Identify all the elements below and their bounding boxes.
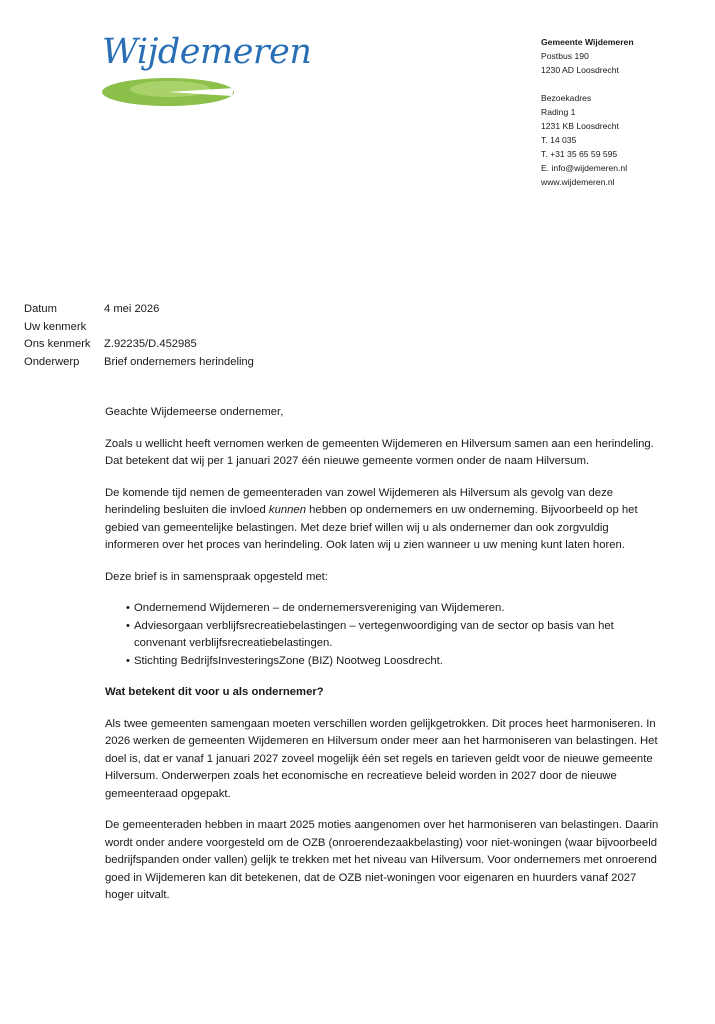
meta-label: Onderwerp (24, 355, 80, 368)
letter-body (105, 404, 665, 919)
section-heading: Wat betekent dit voor u als ondernemer? (105, 686, 324, 698)
paragraph-intro: Zoals u wellicht heeft vernomen werken de gemeenten Wijdemeren en Hilversum samen aan een herindeling. Dat betekent dat wij per 1 januari 2027 één nieuwe gemeente vormen onder de naam Hilversum. (105, 437, 654, 467)
meta-label: Uw kenmerk (24, 320, 87, 333)
meta-value: Z.92235/D.452985 (104, 338, 197, 350)
emphasis-kunnen: kunnen (268, 504, 306, 516)
phone-short: T. 14 035 (541, 135, 577, 145)
sender-address (541, 35, 634, 189)
meta-row-our-reference (24, 336, 254, 354)
visit-city: 1231 KB Loosdrecht (541, 121, 619, 131)
bullet-icon: • (126, 602, 130, 614)
meta-value: 4 mei 2026 (104, 303, 160, 315)
paragraph-cooperation: Deze brief is in samenspraak opgesteld met: (105, 570, 328, 583)
bullet-icon: • (126, 654, 130, 667)
partner-list (105, 600, 665, 670)
phone-long: T. +31 35 65 59 595 (541, 149, 618, 159)
logo-wordmark: Wijdemeren (102, 32, 312, 72)
meta-row-date (24, 301, 254, 319)
letter-meta (24, 301, 254, 371)
visit-street: Rading 1 (541, 107, 576, 117)
paragraph-ozb: De gemeenteraden hebben in maart 2025 moties aangenomen over het harmoniseren van belastingen. Daarin wordt onder andere voorgesteld om de OZB (onroerendezaakbelasting) voor niet-woningen (waar bijvoorbeeld bedrijfspanden onder vallen) gelijk te trekken met het niveau van Hilversum. Voor ondernemers met onroerend goed in Wijdemeren kan dit betekenen, dat de OZB niet-woningen voor eigenaren en huurders vanaf 2027 hoger uitvalt. (105, 819, 659, 901)
list-item: • Stichting BedrijfsInvesteringsZone (BIZ) Nootweg Loosdrecht. (105, 653, 665, 671)
bullet-icon: • (126, 619, 130, 632)
meta-label: Datum (24, 303, 57, 315)
email-link[interactable]: E. info@wijdemeren.nl (541, 163, 628, 173)
website-link[interactable]: www.wijdemeren.nl (541, 177, 615, 187)
list-item: • Adviesorgaan verblijfsrecreatiebelastingen – vertegenwoordiging van de sector op basis van het convenant verblijfsrecreatiebelastingen. (105, 618, 665, 653)
sender-postal-city: 1230 AD Loosdrecht (541, 65, 619, 75)
meta-row-subject (24, 354, 254, 372)
paragraph-harmonisation: Als twee gemeenten samengaan moeten verschillen worden gelijkgetrokken. Dit proces heet harmoniseren. In 2026 werken de gemeenten Wijdemeren en Hilversum onder meer aan het harmoniseren van belastingen. Het doel is, dat er vanaf 1 januari 2027 zoveel mogelijk één set regels en tarieven geldt voor de nieuwe gemeente Hilversum. Onderwerpen zoals het economische en recreatieve beleid worden in 2027 door de nieuwe gemeenteraad opgepakt. (105, 717, 658, 800)
wijdemeren-logo (98, 32, 312, 112)
salutation: Geachte Wijdemeerse ondernemer, (105, 406, 284, 418)
list-item: • Ondernemend Wijdemeren – de ondernemersvereniging van Wijdemeren. (105, 600, 665, 618)
sender-postbus: Postbus 190 (541, 51, 589, 61)
meta-value: Brief ondernemers herindeling (104, 355, 254, 368)
meta-row-your-reference (24, 319, 254, 337)
visit-label: Bezoekadres (541, 93, 592, 103)
meta-label: Ons kenmerk (24, 338, 91, 350)
paragraph-decisions: De komende tijd nemen de gemeenteraden van zowel Wijdemeren als Hilversum als gevolg van deze herindeling besluiten die invloed kunnen hebben op ondernemers en uw onderneming. Bijvoorbeeld op het gebied van gemeentelijke belastingen. Met deze brief willen wij u als ondernemer dan ook zorgvuldig informeren over het proces van herindeling. Ook laten wij u zien wanneer u uw mening kunt laten horen. (105, 486, 638, 551)
sender-name: Gemeente Wijdemeren (541, 37, 634, 47)
